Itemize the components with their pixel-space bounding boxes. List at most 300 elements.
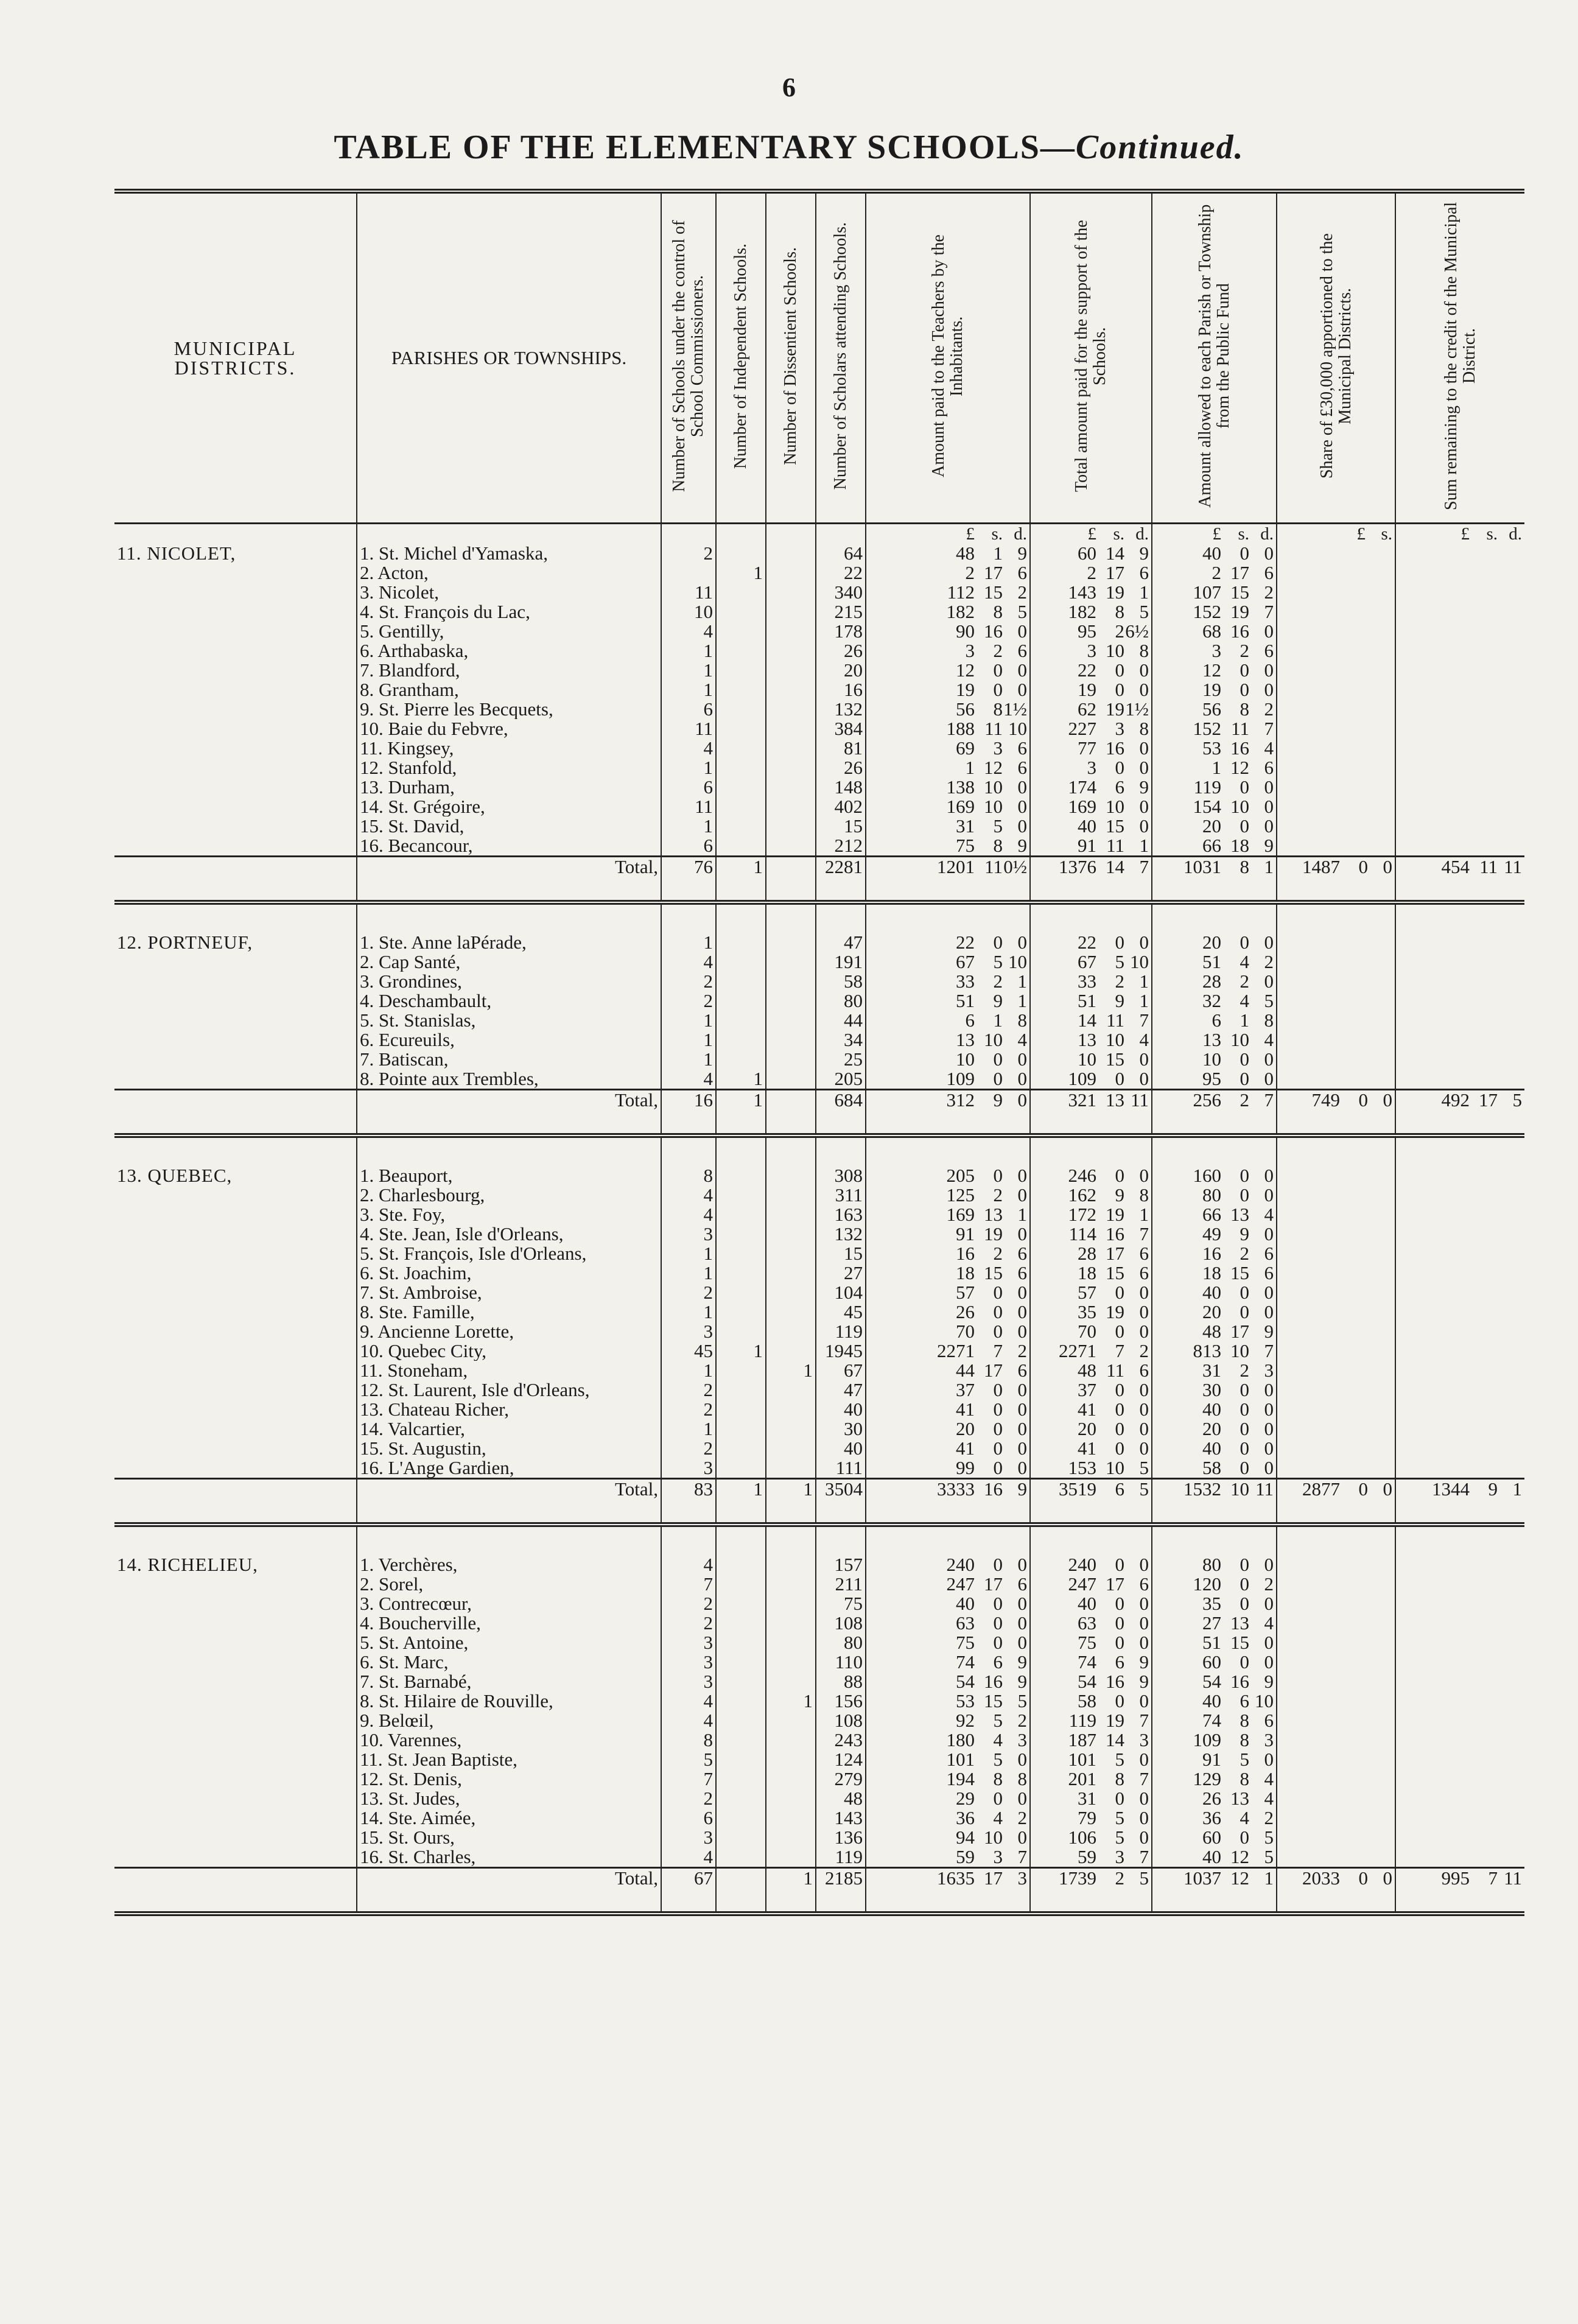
total-amount-shillings: 16 [1106, 1671, 1124, 1692]
unit-labels [1398, 524, 1522, 544]
municipal-district [114, 1263, 357, 1283]
remaining-cell [1395, 1302, 1524, 1322]
amount-paid-pounds: 18 [956, 1262, 975, 1283]
total-amount-shillings: 5 [1115, 951, 1124, 972]
amount-paid-shillings: 2 [993, 1243, 1003, 1264]
remaining-cell [1395, 1244, 1524, 1263]
page-title [0, 128, 1578, 167]
scholars: 75 [816, 1594, 866, 1613]
amount-paid [866, 1711, 1030, 1730]
total-amount-shillings: 19 [1106, 581, 1124, 603]
commissioner-schools: 1 [661, 1030, 716, 1050]
amount-paid-value [869, 778, 1027, 797]
total-amount-pounds: 247 [1068, 1573, 1096, 1595]
public-fund-pence: 6 [1264, 1243, 1274, 1264]
public-fund-value [1155, 1808, 1274, 1828]
parish-name: 10. Quebec City, [357, 1341, 661, 1361]
total-remaining-pounds: 492 [1441, 1089, 1470, 1111]
municipal-district [114, 1458, 357, 1479]
public-fund [1152, 1691, 1277, 1711]
total-amount [1030, 1205, 1152, 1224]
amount-paid-shillings: 0 [993, 1457, 1003, 1478]
total-amount-paid-value [869, 857, 1027, 877]
total-share [1277, 1868, 1395, 1914]
total-amount-value [1033, 583, 1149, 602]
total-amount-pounds: 70 [1078, 1321, 1096, 1342]
amount-paid-pence: 7 [1017, 1846, 1027, 1867]
total-amount-value [1033, 1302, 1149, 1322]
municipal-district [114, 1613, 357, 1633]
amount-paid-value [869, 1555, 1027, 1574]
amount-paid-shillings: 8 [993, 601, 1003, 622]
share-cell [1277, 1069, 1395, 1090]
public-fund [1152, 1361, 1277, 1380]
total-amount-value [1033, 1224, 1149, 1244]
total-amount-shillings: 16 [1106, 737, 1124, 759]
amount-paid [866, 1050, 1030, 1069]
total-amount [1030, 1750, 1152, 1769]
public-fund [1152, 991, 1277, 1011]
total-amount [1030, 719, 1152, 739]
total-amount-pounds: 37 [1078, 1379, 1096, 1400]
total-share-pounds: 1487 [1302, 856, 1340, 877]
public-fund-pounds: 48 [1202, 1321, 1221, 1342]
municipal-district [114, 1730, 357, 1750]
unit-cell [1277, 524, 1395, 544]
public-fund-value [1155, 1458, 1274, 1478]
independent-schools: 1 [716, 1069, 766, 1090]
total-public-fund-pence: 7 [1264, 1089, 1274, 1111]
amount-paid-pence: 0 [1017, 1457, 1027, 1478]
amount-paid-pounds: 67 [956, 951, 975, 972]
public-fund-pounds: 12 [1202, 659, 1221, 681]
amount-paid-shillings: 10 [984, 796, 1003, 817]
table-row [114, 991, 1524, 1011]
public-fund-pence: 0 [1264, 796, 1274, 817]
public-fund [1152, 1050, 1277, 1069]
municipal-district [114, 1283, 357, 1302]
table-row [114, 1302, 1524, 1322]
total-remaining [1395, 1868, 1524, 1914]
share-cell [1277, 1263, 1395, 1283]
amount-paid-pounds: 188 [946, 718, 975, 739]
total-amount-shillings: 0 [1115, 659, 1124, 681]
amount-paid-pence: 0 [1017, 796, 1027, 817]
public-fund-value [1155, 952, 1274, 972]
total-amount-pence: 9 [1139, 1671, 1149, 1692]
dissentient-schools [766, 1380, 816, 1400]
unit-labels [1155, 524, 1274, 544]
amount-paid [866, 1361, 1030, 1380]
amount-paid-pence: 9 [1017, 542, 1027, 564]
total-total-amount-pounds: 3519 [1059, 1478, 1096, 1500]
total-amount [1030, 1069, 1152, 1090]
amount-paid-pounds: 2 [965, 562, 975, 583]
total-amount-shillings: 10 [1106, 796, 1124, 817]
scholars: 45 [816, 1302, 866, 1322]
amount-paid-value [869, 816, 1027, 836]
public-fund-value [1155, 700, 1274, 719]
amount-paid-pounds: 205 [946, 1165, 975, 1186]
public-fund-value [1155, 1166, 1274, 1185]
amount-paid-shillings: 0 [993, 1165, 1003, 1186]
share-cell [1277, 991, 1395, 1011]
total-amount-value [1033, 739, 1149, 758]
public-fund-value [1155, 1847, 1274, 1867]
scholars: 80 [816, 991, 866, 1011]
commissioner-schools: 10 [661, 602, 716, 622]
total-total-amount-shillings: 6 [1115, 1478, 1124, 1500]
title-continued: Continued. [1075, 128, 1244, 166]
total-amount [1030, 778, 1152, 797]
amount-paid-shillings: 0 [993, 1438, 1003, 1459]
commissioner-schools: 1 [661, 1244, 716, 1263]
total-amount-value [1033, 700, 1149, 719]
dissentient-schools [766, 1050, 816, 1069]
total-amount-pounds: 3 [1087, 640, 1096, 661]
amount-paid-pounds: 59 [956, 1846, 975, 1867]
total-amount-paid-shillings: 9 [993, 1089, 1003, 1111]
amount-paid-pounds: 74 [956, 1651, 975, 1673]
dissentient-schools [766, 1069, 816, 1090]
public-fund-pence: 2 [1264, 1807, 1274, 1828]
remaining-cell [1395, 1672, 1524, 1691]
amount-paid-shillings: 16 [984, 620, 1003, 642]
unit-row [114, 524, 1524, 544]
independent-schools [716, 1555, 766, 1574]
total-amount-value [1033, 1341, 1149, 1361]
scholars: 119 [816, 1322, 866, 1341]
amount-paid-pounds: 69 [956, 737, 975, 759]
unit-l: £ [1212, 524, 1221, 544]
blank [1030, 1525, 1152, 1555]
title-main: TABLE OF THE ELEMENTARY SCHOOLS— [334, 128, 1076, 166]
amount-paid-shillings: 10 [984, 1029, 1003, 1050]
parish-name: 5. St. Stanislas, [357, 1011, 661, 1030]
public-fund-pounds: 813 [1193, 1340, 1221, 1361]
remaining-cell [1395, 602, 1524, 622]
share-cell [1277, 1224, 1395, 1244]
municipal-district [114, 1847, 357, 1868]
parish-name: 3. Grondines, [357, 972, 661, 991]
commissioner-schools: 1 [661, 1302, 716, 1322]
table-row [114, 1613, 1524, 1633]
commissioner-schools: 2 [661, 991, 716, 1011]
scholars: 22 [816, 563, 866, 583]
independent-schools [716, 1789, 766, 1808]
total-independent: 1 [716, 857, 766, 903]
public-fund-pence: 3 [1264, 1729, 1274, 1750]
share-cell [1277, 778, 1395, 797]
remaining-cell [1395, 952, 1524, 972]
public-fund-value [1155, 1633, 1274, 1652]
public-fund-pounds: 31 [1202, 1360, 1221, 1381]
total-amount-pence: 0 [1139, 1690, 1149, 1711]
total-amount [1030, 680, 1152, 700]
public-fund-value [1155, 1574, 1274, 1594]
share-cell [1277, 1050, 1395, 1069]
public-fund-pounds: 120 [1193, 1573, 1221, 1595]
public-fund [1152, 700, 1277, 719]
total-amount [1030, 991, 1152, 1011]
total-amount-pence: 0 [1139, 737, 1149, 759]
amount-paid-value [869, 680, 1027, 700]
parish-name: 5. Gentilly, [357, 622, 661, 641]
scholars: 47 [816, 1380, 866, 1400]
parish-name: 9. St. Pierre les Becquets, [357, 700, 661, 719]
total-amount-pence: 0 [1139, 1612, 1149, 1634]
public-fund-pounds: 68 [1202, 620, 1221, 642]
public-fund [1152, 1439, 1277, 1458]
total-total-amount-pence: 5 [1139, 1867, 1149, 1889]
public-fund-pounds: 28 [1202, 971, 1221, 992]
total-amount-shillings: 0 [1115, 1379, 1124, 1400]
independent-schools [716, 797, 766, 816]
municipal-district [114, 563, 357, 583]
public-fund-pence: 4 [1264, 737, 1274, 759]
total-share [1277, 1090, 1395, 1136]
municipal-district [114, 1652, 357, 1672]
total-public-fund-pounds: 256 [1193, 1089, 1221, 1111]
parish-name: 3. Nicolet, [357, 583, 661, 602]
total-amount-pounds: 3 [1087, 757, 1096, 778]
total-amount-value [1033, 778, 1149, 797]
blank [661, 1136, 716, 1166]
amount-paid [866, 739, 1030, 758]
independent-schools [716, 1030, 766, 1050]
total-amount-pence: 9 [1139, 542, 1149, 564]
total-amount-value [1033, 1380, 1149, 1400]
share-cell [1277, 933, 1395, 952]
independent-schools [716, 1283, 766, 1302]
table-row [114, 1263, 1524, 1283]
amount-paid [866, 991, 1030, 1011]
amount-paid-shillings: 0 [993, 1612, 1003, 1634]
dissentient-schools [766, 1263, 816, 1283]
amount-paid-value [869, 1691, 1027, 1711]
amount-paid [866, 1769, 1030, 1789]
dissentient-schools: 1 [766, 1691, 816, 1711]
scholars: 64 [816, 544, 866, 563]
municipal-district [114, 1594, 357, 1613]
commissioner-schools: 7 [661, 1574, 716, 1594]
independent-schools [716, 1847, 766, 1868]
public-fund-shillings: 12 [1230, 1846, 1249, 1867]
total-label: Total, [357, 1090, 661, 1136]
public-fund-pence: 2 [1264, 581, 1274, 603]
parish-name: 14. Ste. Aimée, [357, 1808, 661, 1828]
commissioner-schools: 1 [661, 680, 716, 700]
total-amount-value [1033, 1011, 1149, 1030]
commissioner-schools: 3 [661, 1458, 716, 1479]
total-amount-pounds: 48 [1078, 1360, 1096, 1381]
public-fund-shillings: 18 [1230, 835, 1249, 856]
public-fund-value [1155, 719, 1274, 739]
amount-paid-pounds: 99 [956, 1457, 975, 1478]
public-fund-value [1155, 758, 1274, 778]
total-amount-shillings: 14 [1106, 1729, 1124, 1750]
amount-paid [866, 641, 1030, 661]
commissioner-schools: 4 [661, 1691, 716, 1711]
total-amount-pence: 7 [1139, 1710, 1149, 1731]
total-amount-pence: 9 [1139, 1651, 1149, 1673]
public-fund-pence: 8 [1264, 1009, 1274, 1031]
commissioner-schools: 2 [661, 1594, 716, 1613]
table-row [114, 1069, 1524, 1090]
public-fund [1152, 816, 1277, 836]
public-fund-pence: 0 [1264, 1651, 1274, 1673]
amount-paid [866, 1808, 1030, 1828]
parish-name: 4. Deschambault, [357, 991, 661, 1011]
public-fund-pence: 4 [1264, 1788, 1274, 1809]
dissentient-schools [766, 641, 816, 661]
public-fund-pounds: 80 [1202, 1184, 1221, 1206]
municipal-district [114, 1419, 357, 1439]
total-public-fund [1152, 1479, 1277, 1525]
amount-paid [866, 758, 1030, 778]
dissentient-schools [766, 972, 816, 991]
total-public-fund-pence: 1 [1264, 856, 1274, 877]
scholars: 132 [816, 1224, 866, 1244]
header-sum-remaining: Sum remaining to the credit of the Municipal District. [1395, 191, 1524, 524]
public-fund-value [1155, 1769, 1274, 1789]
commissioner-schools: 2 [661, 972, 716, 991]
total-amount [1030, 758, 1152, 778]
scholars: 111 [816, 1458, 866, 1479]
blank [1030, 902, 1152, 933]
scholars: 212 [816, 836, 866, 857]
dissentient-schools [766, 1847, 816, 1868]
share-cell [1277, 739, 1395, 758]
parish-name: 11. St. Jean Baptiste, [357, 1750, 661, 1769]
amount-paid [866, 622, 1030, 641]
unit-l: £ [1461, 524, 1470, 544]
total-amount-pence: 6 [1139, 562, 1149, 583]
public-fund-shillings: 13 [1230, 1204, 1249, 1225]
public-fund-value [1155, 836, 1274, 855]
blank [1152, 1136, 1277, 1166]
independent-schools [716, 836, 766, 857]
amount-paid-shillings: 0 [993, 659, 1003, 681]
public-fund-pounds: 10 [1202, 1048, 1221, 1070]
amount-paid [866, 1828, 1030, 1847]
public-fund-pounds: 152 [1193, 718, 1221, 739]
blank [866, 1525, 1030, 1555]
public-fund-value [1155, 739, 1274, 758]
public-fund-pence: 9 [1264, 835, 1274, 856]
total-amount [1030, 952, 1152, 972]
amount-paid-value [869, 1847, 1027, 1867]
public-fund-pence: 0 [1264, 1048, 1274, 1070]
commissioner-schools: 1 [661, 1263, 716, 1283]
amount-paid-pence: 0 [1017, 1301, 1027, 1322]
total-amount-shillings: 17 [1106, 1573, 1124, 1595]
total-remaining-value [1398, 1090, 1522, 1110]
total-amount-shillings: 19 [1106, 1710, 1124, 1731]
amount-paid-pounds: 41 [956, 1438, 975, 1459]
total-public-fund-pounds: 1037 [1184, 1867, 1221, 1889]
scholars: 26 [816, 758, 866, 778]
amount-paid-pence: 2 [1017, 1340, 1027, 1361]
total-amount-pounds: 10 [1078, 1048, 1096, 1070]
public-fund-pounds: 56 [1202, 698, 1221, 720]
parish-name: 1. Verchères, [357, 1555, 661, 1574]
amount-paid [866, 661, 1030, 680]
amount-paid-pence: 0 [1017, 1048, 1027, 1070]
amount-paid [866, 1672, 1030, 1691]
public-fund [1152, 1322, 1277, 1341]
scholars: 80 [816, 1633, 866, 1652]
amount-paid-value [869, 797, 1027, 816]
public-fund-shillings: 17 [1230, 562, 1249, 583]
municipal-district [114, 1030, 357, 1050]
total-amount [1030, 797, 1152, 816]
total-public-fund-value [1155, 1869, 1274, 1888]
public-fund-pounds: 54 [1202, 1671, 1221, 1692]
public-fund-pounds: 36 [1202, 1807, 1221, 1828]
amount-paid [866, 1283, 1030, 1302]
parish-name: 16. Becancour, [357, 836, 661, 857]
share-cell [1277, 1652, 1395, 1672]
amount-paid-shillings: 3 [993, 737, 1003, 759]
blank [766, 1525, 816, 1555]
amount-paid-pence: 0 [1017, 1632, 1027, 1653]
municipal-district [114, 1244, 357, 1263]
total-amount-pounds: 101 [1068, 1749, 1096, 1770]
public-fund-pounds: 1 [1212, 757, 1221, 778]
dissentient-schools [766, 700, 816, 719]
commissioner-schools: 4 [661, 1185, 716, 1205]
public-fund-pounds: 80 [1202, 1554, 1221, 1575]
public-fund [1152, 1400, 1277, 1419]
total-amount-pence: 1 [1139, 1204, 1149, 1225]
amount-paid [866, 1789, 1030, 1808]
public-fund [1152, 797, 1277, 816]
unit-labels [1033, 524, 1149, 544]
public-fund-pence: 0 [1264, 971, 1274, 992]
total-amount-paid-pence: 0½ [1003, 856, 1027, 877]
amount-paid [866, 836, 1030, 857]
public-fund-pence: 0 [1264, 1438, 1274, 1459]
unit-cell [866, 524, 1030, 544]
total-amount [1030, 1652, 1152, 1672]
unit-l: £ [1356, 524, 1366, 544]
amount-paid-pence: 0 [1017, 659, 1027, 681]
total-public-fund-pence: 1 [1264, 1867, 1274, 1889]
public-fund-value [1155, 1069, 1274, 1089]
table-row [114, 700, 1524, 719]
total-amount [1030, 1322, 1152, 1341]
amount-paid-pence: 6 [1017, 737, 1027, 759]
total-amount [1030, 1711, 1152, 1730]
municipal-district [114, 836, 357, 857]
total-remaining-pounds: 454 [1441, 856, 1470, 877]
public-fund-pence: 0 [1264, 932, 1274, 953]
table-row [114, 1847, 1524, 1868]
table-row [114, 836, 1524, 857]
amount-paid-value [869, 1789, 1027, 1808]
scholars: 308 [816, 1166, 866, 1185]
amount-paid-value [869, 602, 1027, 622]
blank [114, 524, 357, 544]
independent-schools [716, 1244, 766, 1263]
total-amount-pounds: 67 [1078, 951, 1096, 972]
table-row [114, 1224, 1524, 1244]
total-amount-pence: 0 [1139, 1418, 1149, 1439]
total-share [1277, 1479, 1395, 1525]
parish-name: 13. St. Judes, [357, 1789, 661, 1808]
total-amount-pence: 0 [1139, 757, 1149, 778]
